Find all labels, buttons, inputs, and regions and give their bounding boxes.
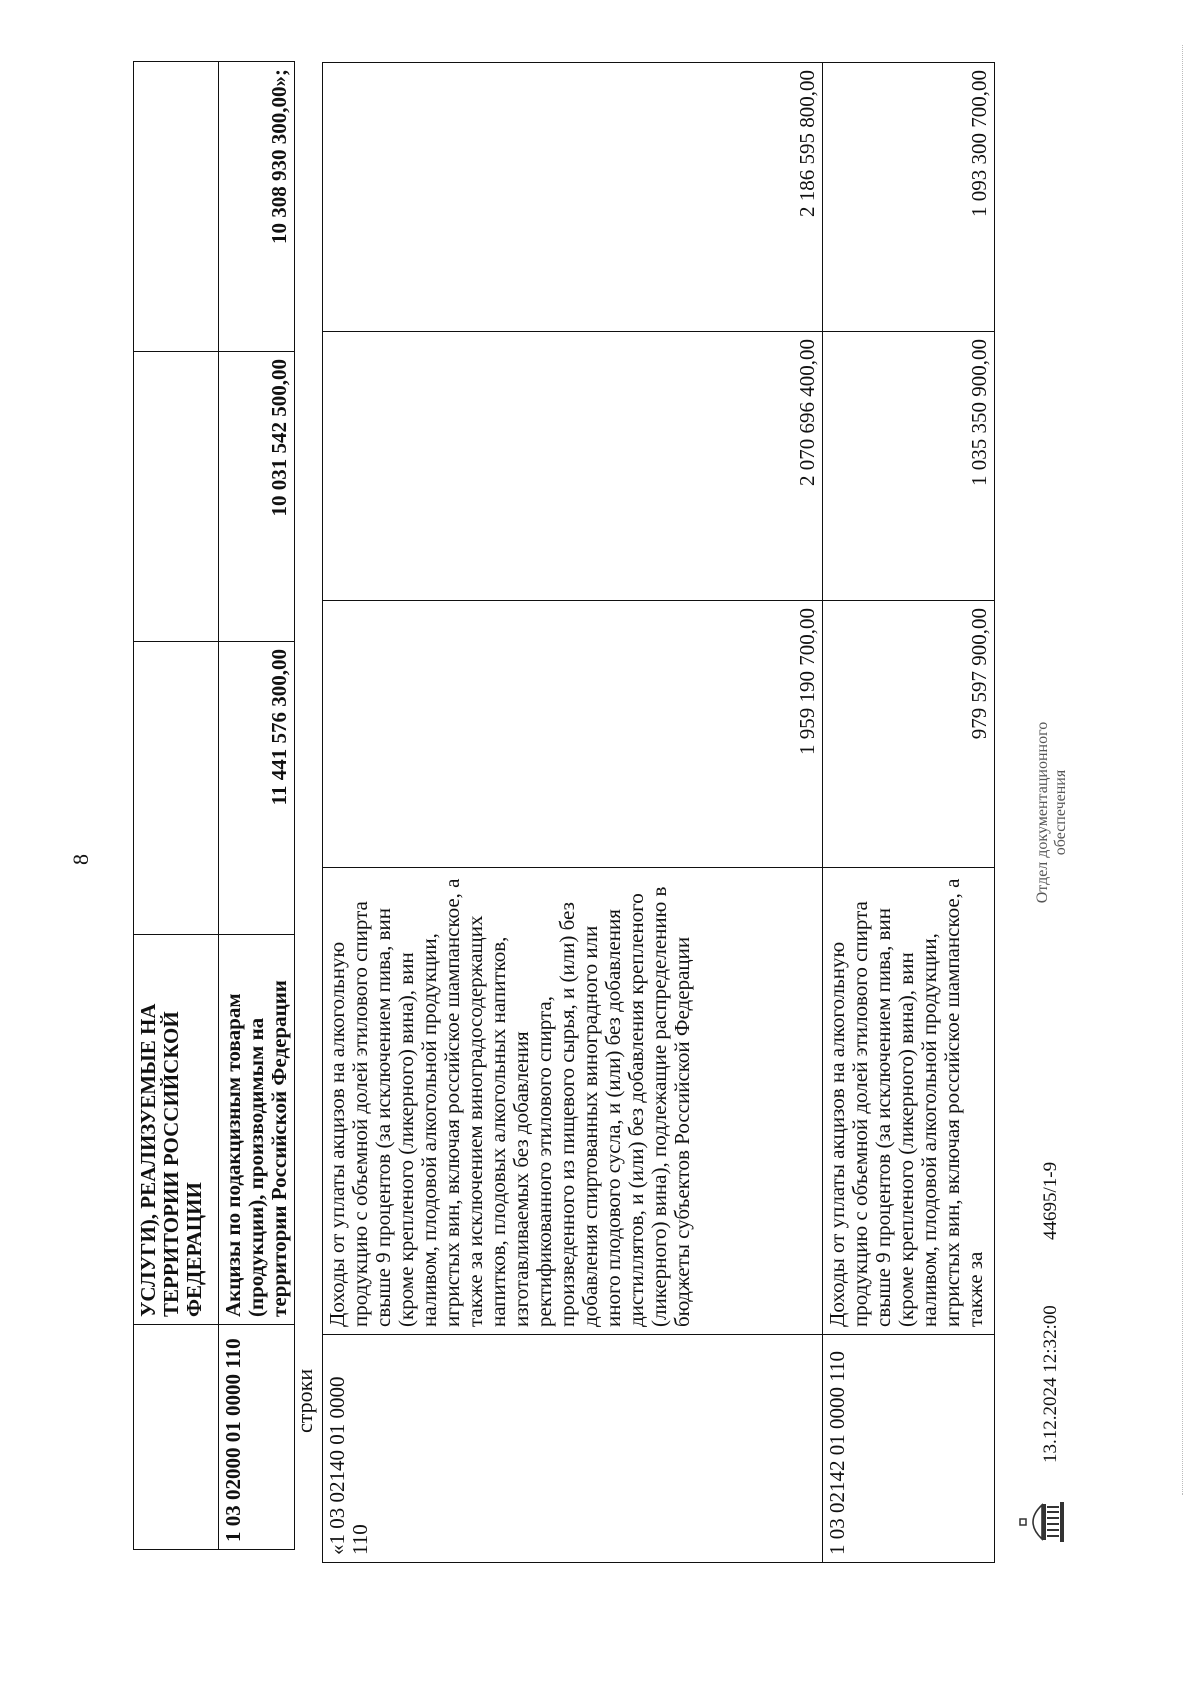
value-cell-2: [134, 352, 219, 642]
scan-edge-line: [1182, 45, 1184, 1495]
code-cell: 1 03 02000 01 0000 110: [219, 1325, 295, 1550]
value-cell-3: 1 093 300 700,00: [823, 63, 995, 332]
value-cell-1: 979 597 900,00: [823, 601, 995, 868]
code-cell: [134, 1325, 219, 1550]
name-cell: Доходы от уплаты акцизов на алкогольную продукцию с объемной долей этилового спирта свыше 9 процентов (за исключением пива, вин (кроме крепленого (ликерного) вина), вин наливом, плодовой алкогольной продукции, игристых вин, включая российское шампанское, а также за: [823, 868, 995, 1335]
department-stamp: Отдел документационного обеспечения: [1034, 721, 1069, 904]
name-cell: УСЛУГИ), РЕАЛИЗУЕМЫЕ НА ТЕРРИТОРИИ РОССИЙСКОЙ ФЕДЕРАЦИИ: [134, 935, 219, 1325]
value-cell-3: 10 308 930 300,00»;: [219, 62, 295, 352]
code-cell: «1 03 02140 01 0000 110: [323, 1335, 823, 1563]
value-cell-1: 11 441 576 300,00: [219, 642, 295, 935]
value-cell-1: [134, 642, 219, 935]
value-cell-2: 2 070 696 400,00: [323, 332, 823, 601]
value-cell-1: 1 959 190 700,00: [323, 601, 823, 868]
footer-datetime: 13.12.2024 12:32:00: [1040, 1305, 1061, 1463]
revenue-table-bottom: [322, 62, 995, 1563]
duma-emblem-icon: [1018, 1499, 1068, 1545]
table-row: [323, 63, 823, 1563]
rows-label: строки: [292, 1368, 317, 1433]
name-cell: Доходы от уплаты акцизов на алкогольную продукцию с объемной долей этилового спирта свыше 9 процентов (за исключением пива, вин (кроме крепленого (ликерного) вина), вин наливом, плодовой алкогольной продукции, игристых вин, включая российское шампанское, а также за исключением виноградосодержащих напитков, плодовых алкогольных напитков, изготавливаемых без добавления ректификованного этилового спирта, произведенного из пищевого сырья, и (или) без добавления спиртованных виноградного или иного плодового сусла, и (или) без добавления дистиллятов, и (или) без добавления крепленого (ликерного) вина), подлежащие распределению в бюджеты субъектов Российской Федерации: [323, 868, 823, 1335]
table-row: [134, 62, 219, 1550]
code-cell: 1 03 02142 01 0000 110: [823, 1335, 995, 1563]
name-cell: Акцизы по подакцизным товарам (продукции), производимым на территории Российской Федерации: [219, 935, 295, 1325]
table-row: [823, 63, 995, 1563]
revenue-table-top: [133, 61, 295, 1550]
value-cell-2: 10 031 542 500,00: [219, 352, 295, 642]
value-cell-2: 1 035 350 900,00: [823, 332, 995, 601]
table-row: [219, 62, 295, 1550]
page-number: 8: [68, 854, 93, 865]
value-cell-3: 2 186 595 800,00: [323, 63, 823, 332]
value-cell-3: [134, 62, 219, 352]
footer-document-number: 44695/1-9: [1040, 1161, 1061, 1240]
